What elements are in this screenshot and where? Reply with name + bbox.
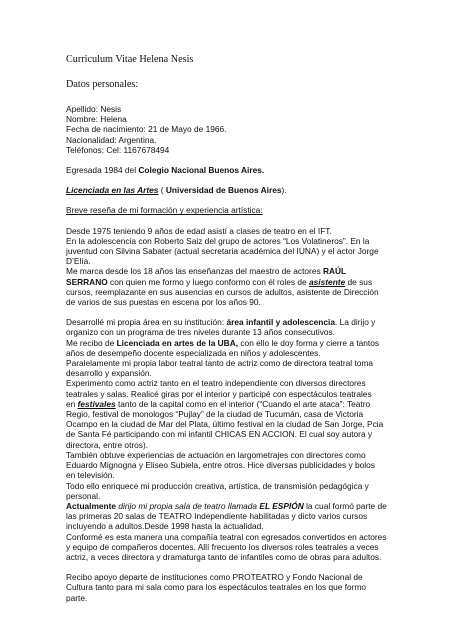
personal-line: Teléfonos: Cel: 1167678494 — [66, 144, 170, 155]
text-line: Experimento como actriz tanto en el teatro independiente con diversos directores — [66, 378, 366, 389]
licenciada-line — [66, 185, 434, 195]
text-line: organizo con un programa de tres niveles durante 13 años consecutivos. — [66, 327, 336, 338]
text-line: actriz, a veces directora y dramaturga tanto de infantiles como de obras para adultos. — [66, 551, 382, 562]
licenciada-university: Universidad de Buenos Aires — [165, 185, 282, 196]
text-line: Todo ello enriquece mi producción creativa, artística, de transmisión pedagógica y — [66, 480, 369, 491]
text-line: juventud con Silvina Sabater (actual secretaria académica del IUNA) y el actor Jorge — [66, 246, 379, 257]
text-line: Eduardo Mignogna y Eliseo Subiela, entre otros. Hice diversas publicidades y bolos — [66, 460, 375, 471]
text-line: directora, entre otros). — [66, 439, 149, 450]
text-line: En la adolescencia con Roberto Saiz del grupo de actores “Los Volatineros”. En la — [66, 235, 370, 246]
paragraph-support — [66, 572, 434, 603]
text-line: Recibo apoyo departe de instituciones como PROTEATRO y Fondo Nacional de — [66, 572, 363, 583]
text-line: Actualmente dirijo mi propia sala de teatro llamada EL ESPIÓN la cual formó parte de — [66, 500, 387, 511]
egresada-line — [66, 165, 434, 175]
personal-line: Apellido: Nesis — [66, 104, 122, 114]
text-line: y equipo de compañeros docentes. Allí frecuento los diversos roles teatrales a veces — [66, 541, 379, 552]
text-line: Me marca desde los 18 años las enseñanzas del maestro de actores RAÚL — [66, 266, 347, 277]
text-line: Desde 1975 teniendo 9 años de edad asistí a clases de teatro en el IFT. — [66, 225, 332, 236]
text-line: SERRANO con quien me formo y luego conformo con él roles de asistente de sus — [66, 276, 373, 287]
licenciada-paren: ( — [158, 185, 166, 196]
text-line: Paralelamente mi propia labor teatral tanto de actriz como de directora teatral toma — [66, 358, 374, 369]
text-line: desarrollo y expansión. — [66, 368, 152, 379]
text-line: teatrales y salas. Realicé giras por el interior y participé con espectáculos teatrales — [66, 388, 372, 399]
text-line: en festivales tanto de la capital como en el interior (“Cuando el arte ataca”: Teatro — [66, 398, 371, 409]
egresada-school: Colegio Nacional Buenos Aires. — [138, 165, 265, 176]
personal-line: Fecha de nacimiento: 21 de Mayo de 1966. — [66, 124, 227, 135]
text-line: incluyendo a adultos.Desde 1998 hasta la actualidad. — [66, 521, 264, 532]
egresada-text: Egresada 1984 del — [66, 165, 139, 176]
text-line: Me recibo de Licenciada en artes de la UBA, con ello le doy forma y cierre a tantos — [66, 337, 380, 348]
personal-line: Nacionalidad: Argentina. — [66, 134, 157, 145]
personal-data-heading: Datos personales: — [66, 79, 139, 90]
licenciada-title: Licenciada en las Artes — [66, 185, 159, 196]
licenciada-close: ). — [281, 185, 287, 196]
text-line: Cultura tanto para mi sala como para los espectáculos teatrales en los que formo — [66, 582, 367, 593]
text-line: D’Elía. — [66, 256, 91, 267]
text-line: Conformé es esta manera una compañía teatral con egresados convertidos en actores — [66, 531, 387, 542]
resena-heading: Breve reseña de mi formación y experiencia artística: — [66, 205, 263, 216]
text-line: años de desempeño docente especializada en niños y adolescentes. — [66, 347, 321, 358]
text-line: en televisión. — [66, 470, 115, 481]
paragraph-career — [66, 317, 434, 562]
text-line: las primeras 20 salas de TEATRO Independiente habilitadas y dicto varios cursos — [66, 511, 368, 522]
text-line: de Santa Fé participando con mi infantil CHICAS EN ACCION. El cual soy autora y — [66, 429, 373, 440]
paragraph-early-training — [66, 226, 434, 308]
text-line: parte. — [66, 592, 88, 603]
text-line: de varios de sus puestas en escena por los años 90. — [66, 297, 261, 308]
text-line: Ocampo en la ciudad de Mar del Plata, último festival en la ciudad de San Jorge, Pcia — [66, 419, 384, 430]
text-line: Desarrollé mi propia área en su institución: área infantil y adolescencia. La dirijo y — [66, 317, 376, 328]
personal-line: Nombre: Helena — [66, 114, 127, 125]
text-line: Regio, festival de monologos “Pujlay” de la ciudad de Tucumán, casa de Victoria — [66, 409, 364, 420]
document-title: Curriculum Vitae Helena Nesis — [66, 54, 194, 65]
personal-data-block — [66, 104, 434, 155]
text-line: cursos, reemplazante en sus ausencias en cursos de adultos, asistente de Dirección — [66, 286, 379, 297]
text-line: También obtuve experiencias de actuación en largometrajes con directores como — [66, 449, 366, 460]
text-line: personal. — [66, 490, 101, 501]
